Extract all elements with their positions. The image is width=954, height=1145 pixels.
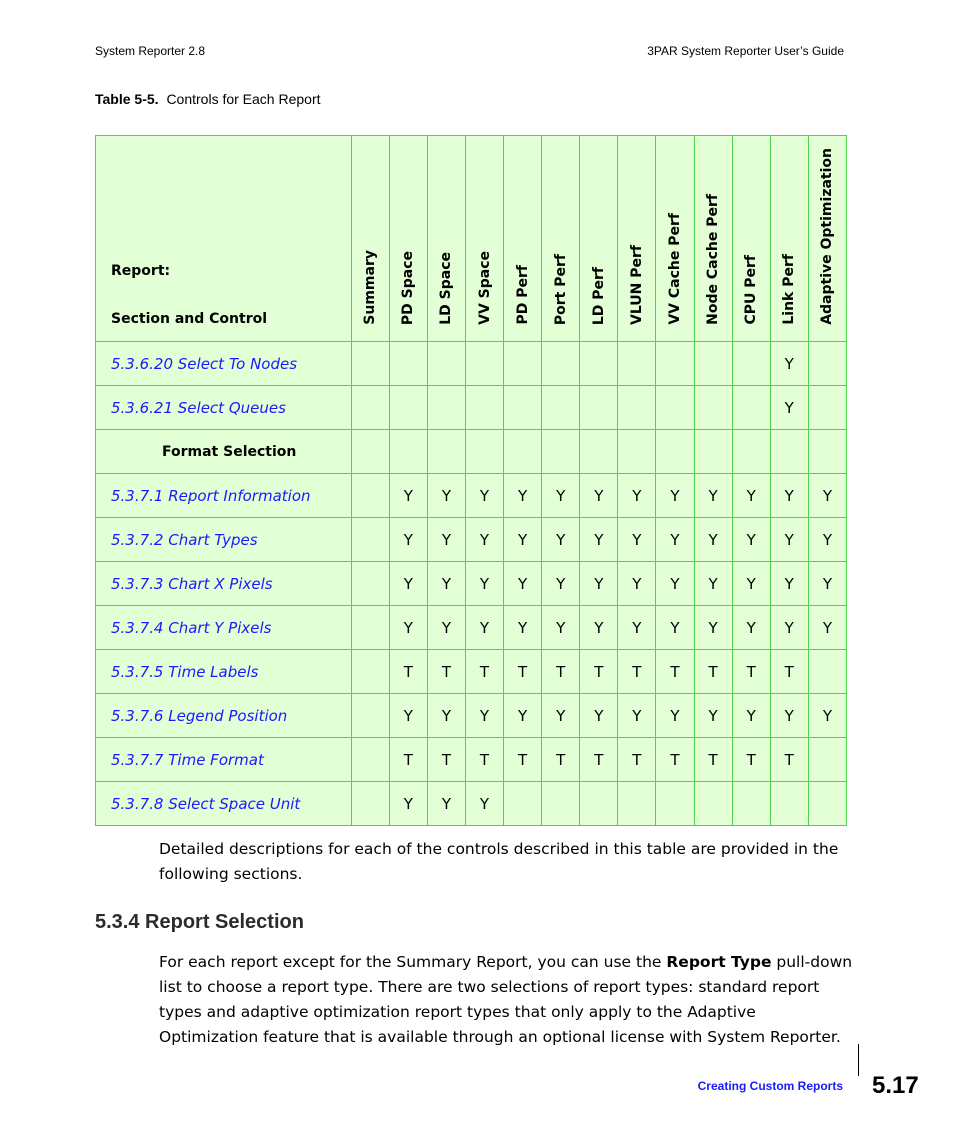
table-cell: T xyxy=(389,738,427,782)
table-cell xyxy=(504,782,542,826)
table-row xyxy=(96,738,847,782)
running-header-left: System Reporter 2.8 xyxy=(95,44,206,58)
column-header xyxy=(427,136,465,342)
table-cell: Y xyxy=(427,474,465,518)
table-cell: Y xyxy=(618,518,656,562)
section-link[interactable]: 5.3.7.1 Report Information xyxy=(96,474,352,518)
section-link[interactable]: 5.3.7.3 Chart X Pixels xyxy=(96,562,352,606)
para2-text-end: pull-down list to choose a report type. There are two selections of report types: standard report types and adaptive optimization report types that only apply to the Adaptive Optimization feature that is available through an optional license with System Reporter. xyxy=(159,953,853,1046)
table-cell xyxy=(427,430,465,474)
table-cell xyxy=(542,342,580,386)
table-cell: Y xyxy=(808,518,846,562)
table-cell: Y xyxy=(580,606,618,650)
table-row xyxy=(96,606,847,650)
table-cell xyxy=(351,386,389,430)
table-cell xyxy=(732,430,770,474)
table-cell: T xyxy=(770,738,808,782)
table-cell xyxy=(580,782,618,826)
table-cell xyxy=(618,782,656,826)
table-cell: T xyxy=(465,650,503,694)
table-cell: Y xyxy=(656,694,694,738)
table-cell: Y xyxy=(770,606,808,650)
running-header-right: 3PAR System Reporter User’s Guide xyxy=(647,44,844,58)
table-cell xyxy=(656,342,694,386)
table-cell xyxy=(351,650,389,694)
column-header xyxy=(808,136,846,342)
table-cell: Y xyxy=(427,606,465,650)
column-header xyxy=(656,136,694,342)
table-cell: Y xyxy=(732,606,770,650)
table-cell xyxy=(351,782,389,826)
table-caption-title: Controls for Each Report xyxy=(166,91,321,107)
corner-header xyxy=(96,136,352,342)
table-cell xyxy=(351,474,389,518)
table-cell xyxy=(732,782,770,826)
table-row xyxy=(96,650,847,694)
table-cell: Y xyxy=(504,694,542,738)
table-row xyxy=(96,386,847,430)
table-cell: Y xyxy=(542,694,580,738)
table-cell: Y xyxy=(580,694,618,738)
table-cell xyxy=(465,386,503,430)
table-cell xyxy=(732,386,770,430)
section-link[interactable]: 5.3.6.21 Select Queues xyxy=(96,386,352,430)
section-link[interactable]: 5.3.7.4 Chart Y Pixels xyxy=(96,606,352,650)
table-row xyxy=(96,474,847,518)
table-cell: Y xyxy=(389,782,427,826)
table-cell xyxy=(465,430,503,474)
table-cell xyxy=(389,342,427,386)
table-cell: T xyxy=(656,738,694,782)
column-header xyxy=(351,136,389,342)
table-cell xyxy=(542,782,580,826)
section-heading: 5.3.4 Report Selection xyxy=(95,911,304,933)
table-cell: T xyxy=(504,650,542,694)
table-description-paragraph: Detailed descriptions for each of the controls described in this table are provided in the following sections. xyxy=(159,840,839,883)
table-cell: Y xyxy=(770,474,808,518)
table-cell: Y xyxy=(808,606,846,650)
section-link[interactable]: 5.3.6.20 Select To Nodes xyxy=(96,342,352,386)
table-cell: Y xyxy=(694,606,732,650)
table-cell xyxy=(656,430,694,474)
table-cell: Y xyxy=(580,518,618,562)
table-cell: T xyxy=(504,738,542,782)
column-header xyxy=(389,136,427,342)
table-cell: T xyxy=(580,738,618,782)
table-cell: Y xyxy=(656,474,694,518)
section-link[interactable]: 5.3.7.6 Legend Position xyxy=(96,694,352,738)
table-cell: Y xyxy=(618,474,656,518)
table-cell xyxy=(732,342,770,386)
table-cell: Y xyxy=(389,694,427,738)
table-cell xyxy=(351,518,389,562)
table-cell: Y xyxy=(504,518,542,562)
table-row xyxy=(96,518,847,562)
table-cell: Y xyxy=(465,694,503,738)
column-header-label: VLUN Perf xyxy=(628,245,645,325)
table-row xyxy=(96,430,847,474)
table-cell: T xyxy=(389,650,427,694)
table-header-row xyxy=(96,136,847,342)
table-cell: Y xyxy=(427,562,465,606)
table-cell: T xyxy=(427,650,465,694)
table-cell: Y xyxy=(465,782,503,826)
table-cell xyxy=(389,386,427,430)
corner-line-report: Report: xyxy=(111,263,171,279)
table-cell xyxy=(770,430,808,474)
section-link[interactable]: 5.3.7.7 Time Format xyxy=(96,738,352,782)
table-cell: T xyxy=(732,650,770,694)
table-cell: T xyxy=(732,738,770,782)
table-cell: T xyxy=(656,650,694,694)
table-cell: Y xyxy=(808,694,846,738)
table-cell xyxy=(351,606,389,650)
column-header-label: CPU Perf xyxy=(743,255,760,325)
page-number: 5.17 xyxy=(872,1072,919,1099)
table-cell xyxy=(808,650,846,694)
table-cell xyxy=(351,738,389,782)
report-selection-paragraph xyxy=(159,950,859,1050)
table-cell: Y xyxy=(580,562,618,606)
footer-divider xyxy=(858,1044,859,1076)
table-cell xyxy=(504,430,542,474)
table-cell: Y xyxy=(732,474,770,518)
table-cell: Y xyxy=(465,474,503,518)
column-header-label: Node Cache Perf xyxy=(705,194,722,325)
table-cell: Y xyxy=(389,562,427,606)
table-cell: Y xyxy=(504,562,542,606)
table-cell: Y xyxy=(389,474,427,518)
table-cell: Y xyxy=(694,518,732,562)
table-cell: T xyxy=(694,650,732,694)
table-cell xyxy=(656,782,694,826)
table-cell: Y xyxy=(542,474,580,518)
column-header-label: Port Perf xyxy=(552,253,569,325)
table-cell: Y xyxy=(618,562,656,606)
table-cell xyxy=(351,342,389,386)
table-cell: T xyxy=(465,738,503,782)
table-cell: Y xyxy=(694,694,732,738)
table-cell xyxy=(427,342,465,386)
table-cell xyxy=(694,782,732,826)
table-cell xyxy=(580,386,618,430)
table-cell: Y xyxy=(732,518,770,562)
table-cell xyxy=(465,342,503,386)
table-cell: Y xyxy=(427,782,465,826)
table-cell: Y xyxy=(504,606,542,650)
table-cell xyxy=(808,782,846,826)
table-cell: Y xyxy=(427,518,465,562)
table-cell: T xyxy=(580,650,618,694)
column-header-label: VV Space xyxy=(476,251,493,325)
column-header xyxy=(542,136,580,342)
table-cell: T xyxy=(618,650,656,694)
section-group-label: Format Selection xyxy=(96,430,352,474)
table-cell: Y xyxy=(580,474,618,518)
report-type-term: Report Type xyxy=(666,953,772,971)
column-header xyxy=(694,136,732,342)
table-cell xyxy=(770,782,808,826)
corner-line-section: Section and Control xyxy=(111,311,268,327)
section-link[interactable]: 5.3.7.5 Time Labels xyxy=(96,650,352,694)
table-cell xyxy=(542,430,580,474)
column-header-label: LD Space xyxy=(438,252,455,325)
table-cell: Y xyxy=(770,518,808,562)
section-link[interactable]: 5.3.7.8 Select Space Unit xyxy=(96,782,352,826)
table-row xyxy=(96,342,847,386)
table-cell xyxy=(808,342,846,386)
table-cell xyxy=(808,430,846,474)
column-header xyxy=(580,136,618,342)
table-cell: Y xyxy=(542,606,580,650)
table-cell xyxy=(351,430,389,474)
column-header xyxy=(504,136,542,342)
controls-table xyxy=(95,135,847,826)
table-cell: Y xyxy=(656,518,694,562)
column-header xyxy=(618,136,656,342)
table-cell: T xyxy=(770,650,808,694)
table-cell xyxy=(656,386,694,430)
table-cell: Y xyxy=(465,562,503,606)
table-cell: Y xyxy=(504,474,542,518)
table-cell xyxy=(580,342,618,386)
section-link[interactable]: 5.3.7.2 Chart Types xyxy=(96,518,352,562)
table-cell: Y xyxy=(770,562,808,606)
table-cell: T xyxy=(427,738,465,782)
column-header xyxy=(732,136,770,342)
column-header xyxy=(465,136,503,342)
table-cell xyxy=(694,386,732,430)
footer-chapter-label: Creating Custom Reports xyxy=(697,1079,843,1093)
table-cell: Y xyxy=(618,606,656,650)
table-cell xyxy=(389,430,427,474)
table-cell: Y xyxy=(694,562,732,606)
table-cell xyxy=(351,694,389,738)
table-cell: Y xyxy=(389,518,427,562)
para2-text-start: For each report except for the Summary Report, you can use the xyxy=(159,953,667,971)
table-cell xyxy=(351,562,389,606)
table-cell: Y xyxy=(656,562,694,606)
column-header-label: VV Cache Perf xyxy=(666,213,683,325)
table-cell: Y xyxy=(427,694,465,738)
table-cell xyxy=(580,430,618,474)
table-cell: Y xyxy=(542,518,580,562)
table-row xyxy=(96,782,847,826)
table-cell xyxy=(504,342,542,386)
column-header-label: LD Perf xyxy=(590,266,607,325)
table-row xyxy=(96,694,847,738)
table-cell: Y xyxy=(770,694,808,738)
table-cell xyxy=(808,386,846,430)
table-cell xyxy=(694,342,732,386)
table-cell xyxy=(427,386,465,430)
table-cell xyxy=(808,738,846,782)
table-cell: T xyxy=(542,738,580,782)
column-header-label: PD Space xyxy=(400,250,417,325)
table-cell xyxy=(618,386,656,430)
table-caption xyxy=(95,91,321,107)
column-header-label: Link Perf xyxy=(781,254,798,325)
table-cell: Y xyxy=(808,562,846,606)
table-cell: Y xyxy=(656,606,694,650)
table-cell xyxy=(542,386,580,430)
column-header xyxy=(770,136,808,342)
table-cell xyxy=(694,430,732,474)
table-cell xyxy=(504,386,542,430)
table-cell xyxy=(618,430,656,474)
table-row xyxy=(96,562,847,606)
column-header-label: Adaptive Optimization xyxy=(819,148,836,325)
table-cell: Y xyxy=(465,518,503,562)
table-cell: Y xyxy=(542,562,580,606)
table-cell: Y xyxy=(694,474,732,518)
table-cell: T xyxy=(542,650,580,694)
table-cell: Y xyxy=(808,474,846,518)
table-cell: Y xyxy=(770,386,808,430)
table-cell: Y xyxy=(618,694,656,738)
table-cell: Y xyxy=(465,606,503,650)
table-cell: Y xyxy=(732,694,770,738)
table-caption-label: Table 5-5. xyxy=(95,91,159,107)
table-cell: Y xyxy=(389,606,427,650)
table-cell: Y xyxy=(770,342,808,386)
table-cell xyxy=(618,342,656,386)
table-cell: T xyxy=(618,738,656,782)
table-cell: T xyxy=(694,738,732,782)
column-header-label: PD Perf xyxy=(514,265,531,325)
table-cell: Y xyxy=(732,562,770,606)
column-header-label: Summary xyxy=(362,250,379,325)
